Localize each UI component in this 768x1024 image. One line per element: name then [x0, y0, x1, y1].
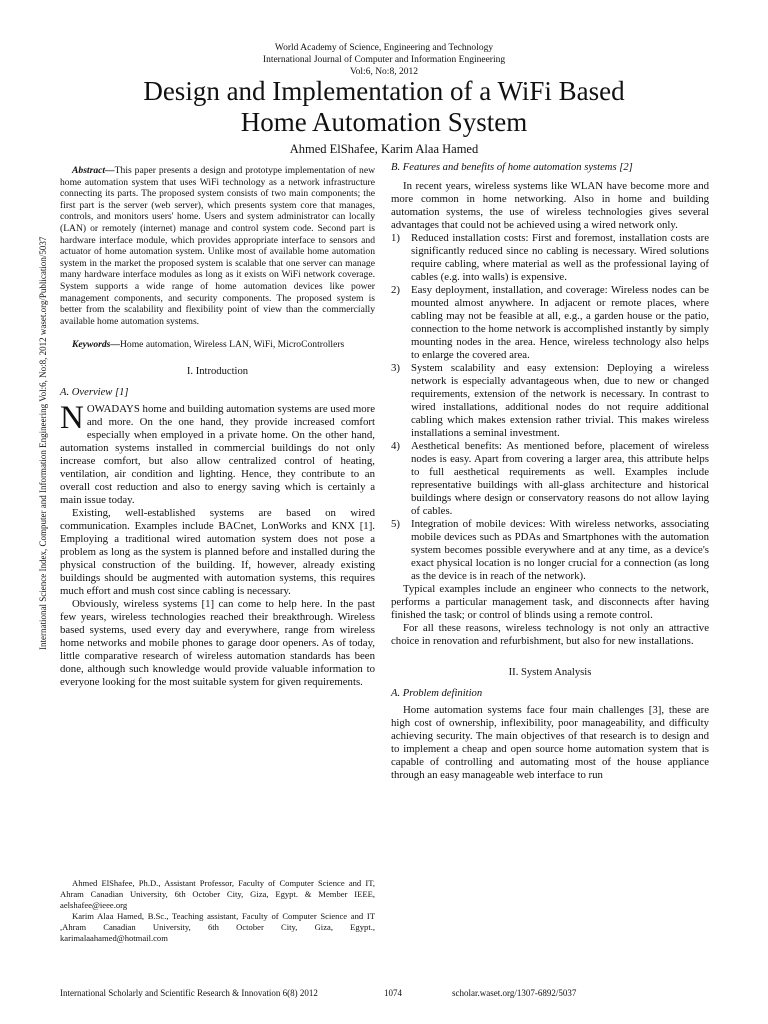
drop-cap: N	[60, 399, 84, 436]
abstract	[60, 165, 375, 327]
section-heading-system-analysis: II. System Analysis	[508, 667, 592, 678]
intro-paragraph-3: Obviously, wireless systems [1] can come to help here. In the past few years, wireless technologies reached their breakthrough. Wireless based systems, used every day and everywhere, range from wireless home networks and mobile phones to garage door openers. As of today, little comparative research of wireless automation standards has been done, although such knowledge would provide valuable information to everyone looking for the most suitable system for given requirements.	[60, 597, 375, 688]
journal-header	[0, 42, 768, 78]
section-heading-introduction: I. Introduction	[186, 365, 249, 377]
features-list	[391, 232, 709, 583]
side-index-text: International Science Index, Computer and Information Engineering Vol:6, No:8, 2012 waset.org/Publication/5037	[38, 236, 48, 650]
footnote-author-2: Karim Alaa Hamed, B.Sc., Teaching assistant, Faculty of Computer Science and IT ,Ahram Canadian University, 6th October City, Giza, Egypt., karimalaahamed@hotmail.com	[60, 911, 375, 943]
footer-url: scholar.waset.org/1307-6892/5037	[452, 988, 577, 998]
left-column	[60, 165, 375, 689]
header-line-1: World Academy of Science, Engineering and Technology	[274, 43, 494, 53]
footer-page-number: 1074	[384, 988, 402, 998]
paper-title	[0, 76, 768, 138]
list-item: 5) Integration of mobile devices: With wireless networks, associating mobile devices such as PDAs and Smartphones with the automation system becomes possible everywhere and at any time, as a device's exact physical location is no longer crucial for a connection (as long as the device is in reach of the network).	[391, 518, 709, 582]
keywords-text: Home automation, Wireless LAN, WiFi, MicroControllers	[119, 339, 345, 351]
right-column	[391, 161, 709, 782]
header-line-3: Vol:6, No:8, 2012	[350, 67, 418, 77]
keywords-label: Keywords—	[72, 339, 120, 351]
title-line-2: Home Automation System	[240, 107, 528, 137]
features-paragraph-after-2: For all these reasons, wireless technology is not only an attractive choice in renovation and refurbishment, but also for new installations.	[391, 622, 709, 647]
analysis-paragraph-1: Home automation systems face four main challenges [3], these are high cost of ownership, inflexibility, poor manageability, and difficulty achieving security. The main objectives of that research is to design and to implement a cheap and open source home automation system that is capable of controlling and automating most of the house appliance through an easy manageable web interface to run	[391, 704, 709, 781]
list-item: 1) Reduced installation costs: First and foremost, installation costs are significantly reduced since no cabling is necessary. Wired solutions require cabling, where material as well as the professional laying of cables (e.g. into walls) is expensive.	[391, 232, 709, 283]
footer-journal: International Scholarly and Scientific Research & Innovation 6(8) 2012	[60, 988, 318, 998]
list-item: 3) System scalability and easy extension: Deploying a wireless network is especially advantageous when, due to new or changed requirements, extension of the network is necessary. In contrast to wired installations, additional nodes do not require additional cabling which makes extension rather trivial. This makes wireless installations a seminal investment.	[391, 362, 709, 439]
author-footnotes	[60, 878, 375, 944]
list-item: 2) Easy deployment, installation, and coverage: Wireless nodes can be mounted almost anywhere. In adjacent or remote places, where cabling may not be feasible at all, e.g., a garden house or the patio, connection to the home network is accomplished instantly by simply mounting nodes in the area. Hence, wireless technology also helps to enlarge the covered area.	[391, 284, 709, 361]
authors: Ahmed ElShafee, Karim Alaa Hamed	[289, 142, 479, 156]
title-line-1: Design and Implementation of a WiFi Based	[143, 76, 625, 106]
subheading-features: B. Features and benefits of home automation systems [2]	[391, 162, 633, 173]
keywords	[60, 339, 375, 351]
features-intro: In recent years, wireless systems like WLAN have become more and more common in home networking. Also in home and building automation systems, the use of wireless technologies gives several advantages that could not be achieved using a wired network only.	[391, 180, 709, 231]
features-paragraph-after-1: Typical examples include an engineer who connects to the network, performs a particular management task, and disconnects after having finished the task; or control of blinds using a remote control.	[391, 583, 709, 621]
intro-paragraph-1-text: OWADAYS home and building automation systems are used more and more. On the one hand, they provide increased comfort especially when employed in a private home. On the other hand, automation systems installed in commercial buildings do not only increase comfort, but also allow centralized control of heating, ventilation, air condition and lighting. Hence, they contribute to an overall cost reduction and also to energy saving which is certainly a main issue today.	[60, 402, 375, 506]
footnote-author-1: Ahmed ElShafee, Ph.D., Assistant Professor, Faculty of Computer Science and IT, Ahram Canadian University, 6th October City, Giza, Egypt. & Member IEEE, aelshafee@ieee.org	[60, 878, 375, 910]
subheading-overview: A. Overview [1]	[60, 386, 129, 398]
intro-paragraph-2: Existing, well-established systems are based on wired communication. Examples include BACnet, LonWorks and KNX [1]. Employing a traditional wired automation system does not pose a problem as long as the system is planned before and installed during the physical construction of the building. If, however, already existing buildings should be augmented with automation systems, this requires much effort and mush cost since cabling is necessary.	[60, 506, 375, 597]
abstract-label: Abstract—	[72, 165, 115, 176]
header-line-2: International Journal of Computer and Information Engineering	[262, 55, 506, 65]
subheading-problem-definition: A. Problem definition	[391, 688, 483, 699]
intro-paragraph-1	[60, 399, 375, 507]
list-item: 4) Aesthetical benefits: As mentioned before, placement of wireless nodes is easy. Apart from covering a larger area, this attribute helps to full aesthetical requirements as well. Examples include representative buildings with all-glass architecture and historical buildings where design or conservatory reasons do not allow laying of cables.	[391, 440, 709, 517]
abstract-text: This paper presents a design and prototype implementation of new home automation system that uses WiFi technology as a network infrastructure connecting its parts. The proposed system consists of two main components; the first part is the server (web server), which presents system core that manages, controls, and monitors users' home. Users and system administrator can locally (LAN) or remotely (internet) manage and control system code. Second part is hardware interface module, which provides appropriate interface to sensors and actuator of home automation system. Unlike most of available home automation system in the market the proposed system is scalable that one server can manage many hardware interface modules as long as it exists on WiFi network coverage. System supports a wide range of home automation devices like power management components, and security components. The proposed system is better from the scalability and flexibility point of view than the commercially available home automation systems.	[60, 165, 375, 327]
